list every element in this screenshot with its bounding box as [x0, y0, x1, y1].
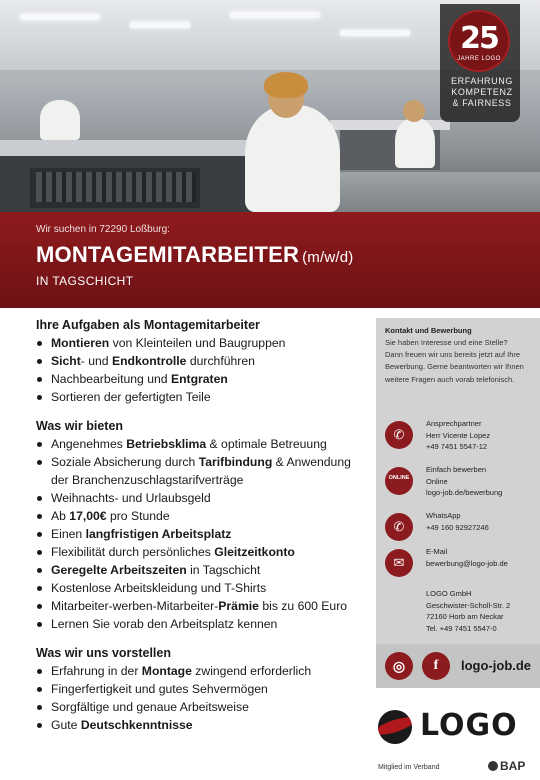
- list-item: [36, 698, 366, 716]
- list-item: [36, 370, 366, 388]
- address-line: LOGO GmbH: [426, 589, 472, 598]
- contact-line: +49 160 92927246: [426, 522, 489, 532]
- item-text: Flexibilität durch persönliches: [51, 545, 215, 559]
- list-item: [36, 435, 366, 453]
- badge-number: 25: [460, 21, 498, 56]
- logo-wordmark: LOGO: [420, 708, 518, 743]
- job-title-text: MONTAGEMITARBEITER: [36, 242, 300, 267]
- contact-line: Online: [426, 476, 448, 486]
- badge-circle: [448, 10, 510, 72]
- item-text: in Tagschicht: [186, 563, 261, 577]
- contact-line: E-Mail: [426, 547, 448, 556]
- contact-phone-text: [426, 418, 538, 453]
- item-text: Mitarbeiter-werben-Mitarbeiter-: [51, 599, 219, 613]
- item-text: - und: [80, 354, 112, 368]
- badge-sub: JAHRE LOGO: [457, 56, 501, 62]
- emphasis-text: Prämie: [218, 599, 259, 613]
- list-item: [36, 716, 366, 734]
- contact-line: Herr Vicente Lopez: [426, 430, 491, 440]
- emphasis-text: Montieren: [51, 336, 110, 350]
- worker-figure-right: [395, 118, 435, 168]
- item-text: pro Stunde: [106, 509, 170, 523]
- section-title: Was wir bieten: [36, 419, 124, 433]
- job-location: Wir suchen in 72290 Loßburg:: [36, 224, 170, 235]
- ceiling-lamp: [130, 22, 190, 28]
- contact-phone[interactable]: [385, 418, 535, 458]
- job-title-suffix: (m/w/d): [302, 249, 354, 266]
- mail-icon: ✉: [385, 549, 413, 577]
- bullet-list: [36, 662, 366, 734]
- bap-logo: [488, 759, 525, 773]
- whatsapp-icon: ✆: [385, 513, 413, 541]
- item-text: Sorgfältige und genaue Arbeitsweise: [51, 700, 249, 714]
- emphasis-text: 17,00€: [69, 509, 107, 523]
- company-logo: [376, 708, 536, 744]
- section-title: Ihre Aufgaben als Montagemitarbeiter: [36, 318, 260, 332]
- badge-text: [446, 76, 518, 109]
- item-text: von Kleinteilen und Baugruppen: [109, 336, 286, 350]
- list-item: [36, 561, 366, 579]
- list-item: [36, 507, 366, 525]
- section-title: Was wir uns vorstellen: [36, 646, 171, 660]
- item-text: Kostenlose Arbeitskleidung und T-Shirts: [51, 581, 267, 595]
- list-item: [36, 543, 366, 561]
- ceiling-lamp: [20, 14, 100, 20]
- emphasis-text: Endkontrolle: [111, 354, 187, 368]
- emphasis-text: Sicht: [51, 354, 81, 368]
- badge-line: ERFAHRUNG: [451, 76, 513, 86]
- contact-line: WhatsApp: [426, 511, 461, 520]
- workbench: [0, 140, 260, 156]
- item-text: Sortieren der gefertigten Teile: [51, 390, 211, 404]
- contact-line: logo-job.de/bewerbung: [426, 488, 503, 497]
- item-text: Gute: [51, 718, 81, 732]
- contact-line: bewerbung@logo-job.de: [426, 558, 508, 568]
- online-apply-icon: ONLINE: [385, 467, 413, 495]
- instagram-icon[interactable]: ◎: [385, 652, 413, 680]
- contact-line: Einfach bewerben: [426, 465, 487, 474]
- contact-online-text: [426, 464, 538, 499]
- emphasis-text: Deutschkenntnisse: [80, 718, 193, 732]
- bullet-list: [36, 334, 366, 406]
- emphasis-text: Betriebsklima: [126, 437, 207, 451]
- ceiling-lamp: [230, 12, 320, 18]
- list-item: [36, 388, 366, 406]
- website-link[interactable]: logo-job.de: [461, 658, 532, 673]
- item-text: bis zu 600 Euro: [258, 599, 348, 613]
- phone-icon: ✆: [385, 421, 413, 449]
- anniversary-badge: [440, 4, 520, 122]
- address-line: Geschwister-Scholl-Str. 2: [426, 600, 511, 610]
- emphasis-text: Tarifbindung: [198, 455, 273, 469]
- emphasis-text: langfristigen Arbeitsplatz: [85, 527, 232, 541]
- list-item: [36, 579, 366, 597]
- membership-text: Mitglied im Verband: [378, 764, 440, 771]
- list-item: [36, 680, 366, 698]
- worker-figure: [245, 105, 340, 212]
- item-text: Lernen Sie vorab den Arbeitsplatz kennen: [51, 617, 278, 631]
- item-text: durchführen: [186, 354, 255, 368]
- list-item: [36, 453, 366, 489]
- item-text: Fingerfertigkeit und gutes Sehvermögen: [51, 682, 268, 696]
- facebook-icon[interactable]: f: [422, 652, 450, 680]
- job-shift: IN TAGSCHICHT: [36, 274, 134, 288]
- contact-sidebar: [376, 318, 540, 688]
- item-text: & Anwendung der Branchenzuschlagstarifverträge: [51, 455, 351, 487]
- bullet-list: [36, 435, 366, 633]
- contact-email[interactable]: [385, 546, 535, 586]
- worker-head-right: [403, 100, 425, 122]
- item-text: & optimale Betreuung: [206, 437, 327, 451]
- item-text: zwingend erforderlich: [191, 664, 312, 678]
- job-details: [36, 318, 366, 734]
- bap-mark-icon: [488, 761, 498, 771]
- item-text: Ab: [51, 509, 70, 523]
- bap-text: BAP: [500, 759, 526, 773]
- logo-mark-icon: [378, 710, 412, 744]
- list-item: [36, 334, 366, 352]
- item-text: Angenehmes: [51, 437, 127, 451]
- contact-email-text: [426, 546, 538, 569]
- worker-figure-back: [40, 100, 80, 140]
- address-line: 72160 Horb am Neckar: [426, 612, 504, 621]
- contact-line: Ansprechpartner: [426, 419, 482, 428]
- worker-hair: [264, 72, 308, 98]
- job-title: [36, 242, 354, 268]
- item-text: Weihnachts- und Urlaubsgeld: [51, 491, 211, 505]
- contact-line: +49 7451 5547-12: [426, 442, 488, 451]
- emphasis-text: Gleitzeitkonto: [214, 545, 295, 559]
- emphasis-text: Montage: [141, 664, 192, 678]
- list-item: [36, 597, 366, 615]
- badge-line: & FAIRNESS: [452, 98, 512, 108]
- list-item: [36, 489, 366, 507]
- address-line: Tel. +49 7451 5547-0: [426, 623, 497, 633]
- item-text: Einen: [51, 527, 86, 541]
- contact-whatsapp[interactable]: [385, 510, 535, 550]
- contact-online[interactable]: [385, 464, 535, 504]
- list-item: [36, 662, 366, 680]
- badge-line: KOMPETENZ: [451, 87, 513, 97]
- list-item: [36, 352, 366, 370]
- parts-tray-slots: [36, 172, 196, 202]
- contact-intro: Sie haben Interesse und eine Stelle? Dann freuen wir uns bereits jetzt auf Ihre Bewerbung. Gerne beantworten wir Ihnen weitere Fragen auch vorab telefonisch.: [385, 338, 524, 384]
- contact-title: Kontakt und Bewerbung: [385, 326, 472, 335]
- list-item: [36, 615, 366, 633]
- contact-whatsapp-text: [426, 510, 538, 533]
- company-address: [426, 588, 538, 634]
- emphasis-text: Geregelte Arbeitszeiten: [51, 563, 187, 577]
- title-band: [0, 212, 540, 308]
- item-text: Erfahrung in der: [51, 664, 142, 678]
- emphasis-text: Entgraten: [170, 372, 228, 386]
- social-bar: [376, 644, 540, 688]
- list-item: [36, 525, 366, 543]
- item-text: Nachbearbeitung und: [51, 372, 171, 386]
- item-text: Soziale Absicherung durch: [51, 455, 199, 469]
- ceiling-lamp: [340, 30, 410, 36]
